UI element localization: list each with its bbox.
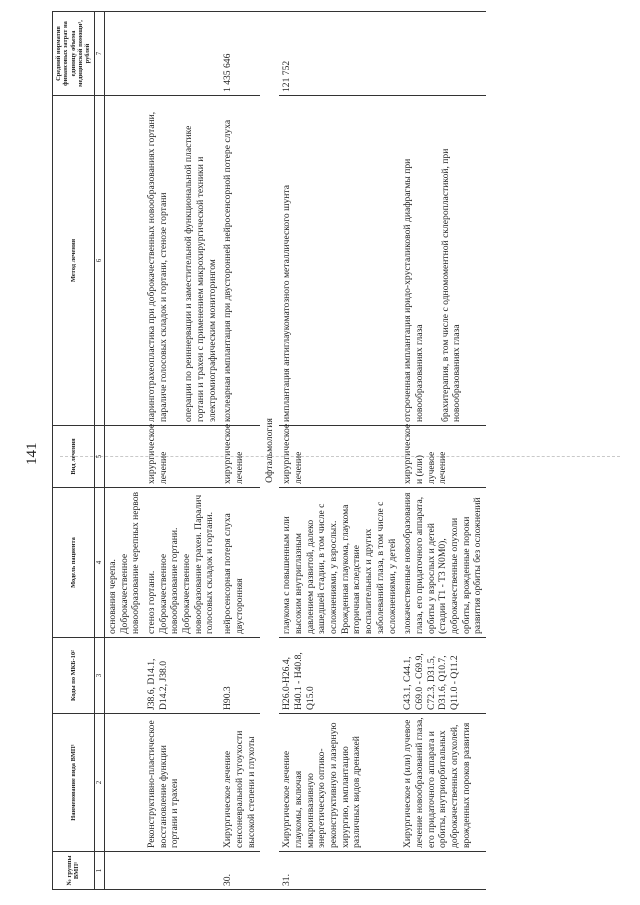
treatment-method-item: брахитерапия, в том числе с одномоментной склеропластикой, при новообразованиях глаза xyxy=(439,148,463,422)
treatment-method: имплантация антиглаукоматозного металлического шунта xyxy=(279,96,400,426)
treatment-method xyxy=(400,96,486,426)
page-number: 141 xyxy=(24,442,40,465)
column-number-row xyxy=(94,12,104,890)
table-row xyxy=(144,12,221,890)
header-icd-codes: Коды по МКБ-10² xyxy=(53,638,95,714)
vmp-name: Хирургическое и (или) лучевое лечение новообразований глаза, его придаточного аппарата и орбиты, внутриорбитальных доброкачественных опухолей, врожденных пороков развития xyxy=(400,714,486,852)
group-number: 30. xyxy=(220,852,259,890)
table-row xyxy=(220,12,259,890)
section-row xyxy=(260,12,280,890)
icd-codes: C43.1, C44.1, C69.0 - C69.9, C72.3, D31.5, D31.6, Q10.7, Q11.0 - Q11.2 xyxy=(400,638,486,714)
treatment-type: хирургическое лечение xyxy=(144,426,221,488)
treatment-type: хирургическое и (или) лучевое лечение xyxy=(400,426,486,488)
table-row xyxy=(104,12,144,890)
patient-model: нейросенсорная потеря слуха двусторонняя xyxy=(220,488,259,638)
header-group-number: № группы ВМП¹ xyxy=(53,852,95,890)
column-number: 6 xyxy=(94,96,104,426)
icd-codes: J38.6, D14.1, D14.2, J38.0 xyxy=(144,638,221,714)
vmp-name: Хирургическое лечение глаукомы, включая микроинвазивную энергетическую оптико-реконструктивную и лазерную хирургию, имплантацию различных видов дренажей xyxy=(279,714,400,852)
section-title: Офтальмология xyxy=(260,12,280,890)
column-number: 2 xyxy=(94,714,104,852)
group-number: 31. xyxy=(279,852,400,890)
header-treatment-type: Вид лечения xyxy=(53,426,95,488)
treatment-method-item: ларинготрахеопластика при доброкачественных новообразованиях гортани, параличе голосовых складок и гортани, стенозе гортани xyxy=(145,111,169,422)
vmp-table xyxy=(52,11,486,890)
icd-codes: H90.3 xyxy=(220,638,259,714)
column-number: 3 xyxy=(94,638,104,714)
table-row xyxy=(279,12,400,890)
patient-model: злокачественные новообразования глаза, его придаточного аппарата, орбиты у взрослых и детей (стадии T1 - T3 N0M0), доброкачественные опухоли орбиты, врожденные пороки развития орбиты без осложнений xyxy=(400,488,486,638)
header-treatment-method: Метод лечения xyxy=(53,96,95,426)
patient-model: стеноз гортани. Доброкачественное новообразование гортани. Доброкачественное новообразование трахеи. Паралич голосовых складок и гортани. xyxy=(144,488,221,638)
treatment-method: кохлеарная имплантация при двусторонней нейросенсорной потере слуха xyxy=(220,96,259,426)
column-number: 5 xyxy=(94,426,104,488)
icd-codes: H26.0-H26.4, H40.1 - H40.8, Q15.0 xyxy=(279,638,400,714)
header-row xyxy=(53,12,95,890)
patient-model: основания черепа. Доброкачественное новообразование черепных нервов xyxy=(104,488,144,638)
cost-value: 121 752 xyxy=(279,12,400,96)
column-number: 4 xyxy=(94,488,104,638)
column-number: 1 xyxy=(94,852,104,890)
vmp-name: Реконструктивно-пластическое восстановление функции гортани и трахеи xyxy=(144,714,221,852)
column-number: 7 xyxy=(94,12,104,96)
header-cost: Средний норматив финансовых затрат на единицу объема медицинской помощи³, рублей xyxy=(53,12,95,96)
table-row xyxy=(400,12,486,890)
vmp-name: Хирургическое лечение сенсоневральной тугоухости высокой степени и глухоты xyxy=(220,714,259,852)
treatment-method xyxy=(144,96,221,426)
header-patient-model: Модель пациента xyxy=(53,488,95,638)
patient-model: глаукома с повышенным или высоким внутриглазным давлением развитой, далеко зашедшей стадии, в том числе с осложнениями, у взрослых. Врожденная глаукома, глаукома вторичная вследствие воспалительных и других заболеваний глаза, в том числе с осложнениями, у детей xyxy=(279,488,400,638)
treatment-type: хирургическое лечение xyxy=(279,426,400,488)
treatment-method-item: отсроченная имплантация иридо-хрусталиковой диафрагмы при новообразованиях глаза xyxy=(402,158,425,422)
treatment-type: хирургическое лечение xyxy=(220,426,259,488)
cost-value: 1 435 646 xyxy=(220,12,259,96)
header-vmp-name: Наименование вида ВМП¹ xyxy=(53,714,95,852)
treatment-method-item: операции по реиннервации и заместительной функциональной пластике гортани и трахеи с применением микрохирургической техники и электромиографическим мониторингом xyxy=(183,125,218,422)
